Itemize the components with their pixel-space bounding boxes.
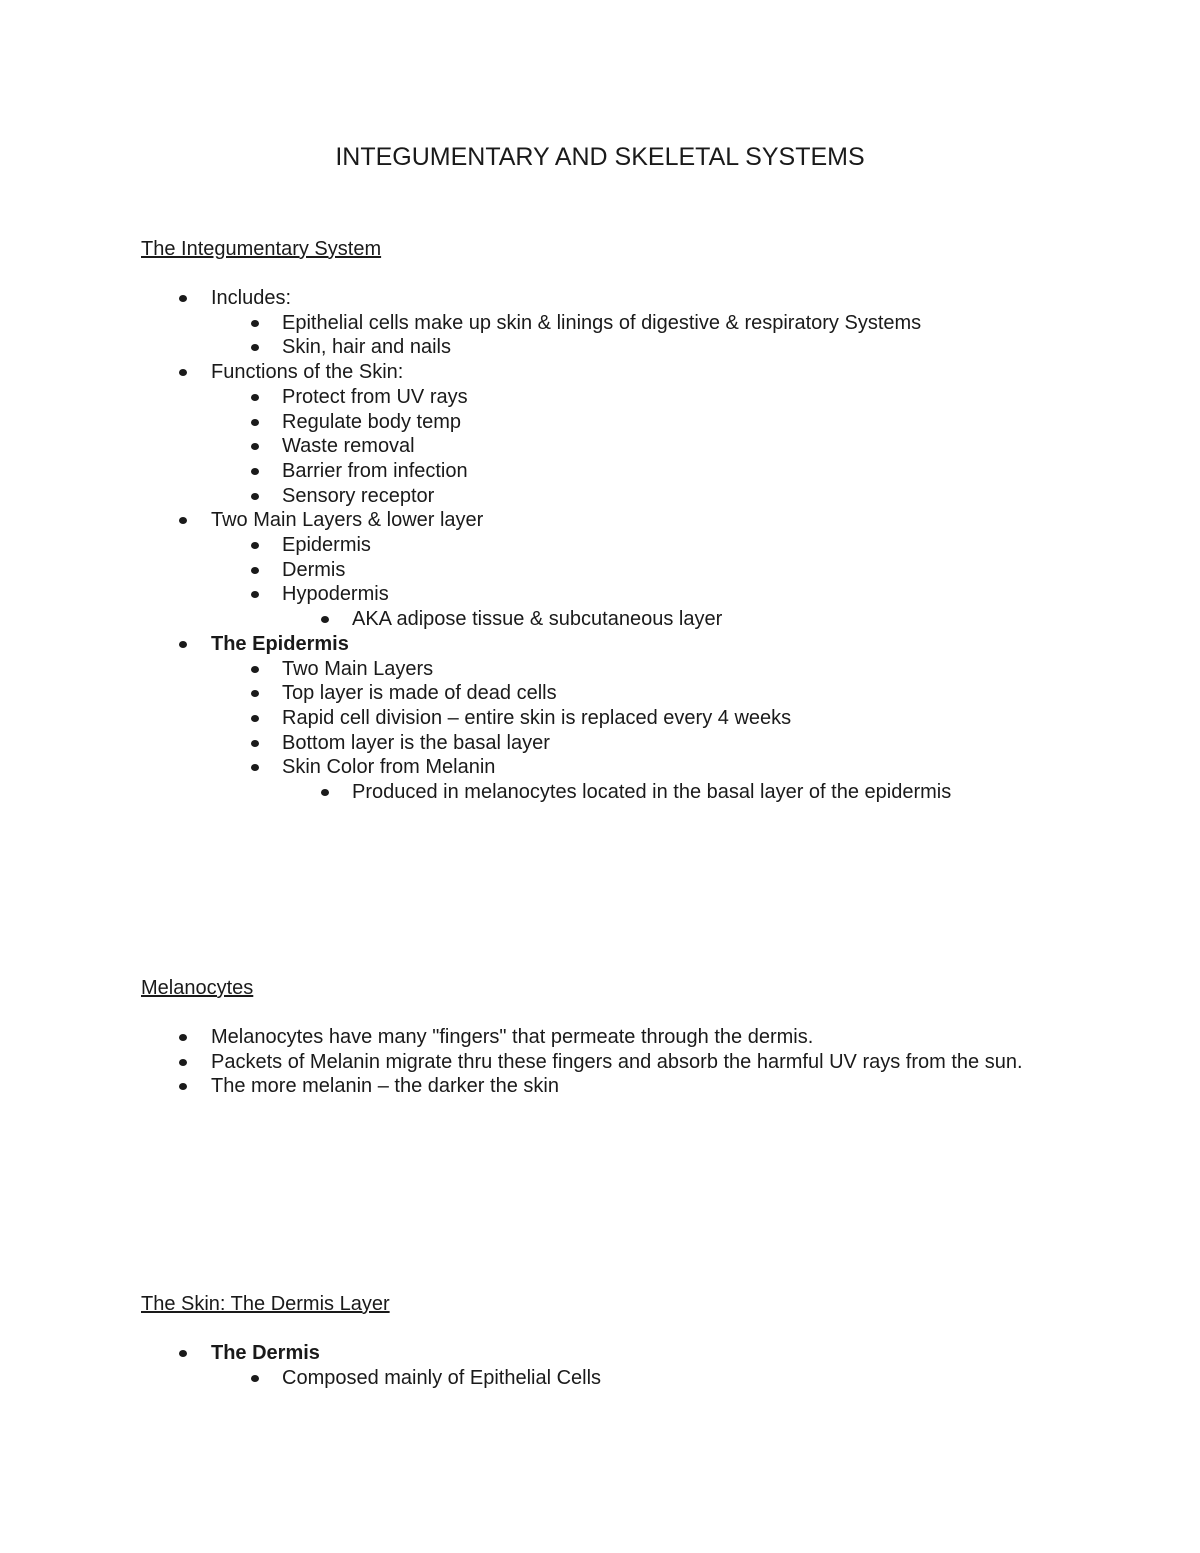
- bullet-icon: [251, 419, 259, 426]
- list-item-text: Melanocytes have many "fingers" that permeate through the dermis.: [211, 1026, 814, 1048]
- bullet-icon: [179, 1059, 187, 1066]
- list-item: [141, 706, 1061, 731]
- list-item: [141, 1366, 1061, 1391]
- bullet-icon: [179, 369, 187, 376]
- list-item: [141, 632, 1061, 657]
- list-item: [141, 360, 1061, 385]
- list-item: [141, 434, 1061, 459]
- section-heading: Melanocytes: [141, 977, 254, 999]
- document-title: INTEGUMENTARY AND SKELETAL SYSTEMS: [335, 143, 865, 171]
- list-item: [141, 1050, 1061, 1075]
- list-item: [141, 1025, 1061, 1050]
- list-item: [141, 681, 1061, 706]
- list-item-text: Composed mainly of Epithelial Cells: [282, 1366, 602, 1389]
- bullet-list: [141, 286, 1061, 805]
- list-item: [141, 1074, 1061, 1099]
- list-item-text: Waste removal: [282, 435, 415, 458]
- list-item: [141, 410, 1061, 435]
- section-heading: The Integumentary System: [141, 238, 382, 260]
- list-item-text: Sensory receptor: [282, 484, 435, 507]
- list-item-text: Two Main Layers & lower layer: [211, 509, 484, 532]
- bullet-icon: [251, 394, 259, 401]
- bullet-list: [141, 1025, 1061, 1099]
- list-item-text: Dermis: [282, 558, 346, 581]
- list-item-text: Epithelial cells make up skin & linings of digestive & respiratory Systems: [282, 311, 922, 334]
- bullet-icon: [251, 740, 259, 747]
- bullet-icon: [251, 666, 259, 673]
- bullet-icon: [251, 443, 259, 450]
- list-item: [141, 484, 1061, 509]
- bullet-icon: [251, 493, 259, 500]
- bullet-icon: [251, 591, 259, 598]
- list-item: [141, 657, 1061, 682]
- list-item: [141, 533, 1061, 558]
- list-item-text: AKA adipose tissue & subcutaneous layer: [352, 608, 723, 631]
- list-item-text: Functions of the Skin:: [211, 361, 404, 384]
- list-item-text: The more melanin – the darker the skin: [211, 1075, 559, 1098]
- list-item-text: The Dermis: [211, 1342, 320, 1364]
- list-item-text: Bottom layer is the basal layer: [282, 731, 550, 754]
- list-item: [141, 780, 1061, 805]
- section-dermis-layer: [141, 1292, 1061, 1390]
- bullet-list: [141, 1341, 1061, 1390]
- bullet-icon: [251, 764, 259, 771]
- list-item-text: Produced in melanocytes located in the basal layer of the epidermis: [352, 781, 952, 804]
- bullet-icon: [179, 295, 187, 302]
- bullet-icon: [179, 517, 187, 524]
- bullet-icon: [251, 468, 259, 475]
- bullet-icon: [251, 690, 259, 697]
- list-item: [141, 508, 1061, 533]
- list-item: [141, 607, 1061, 632]
- bullet-icon: [251, 320, 259, 327]
- section-integumentary-system: [141, 237, 1061, 805]
- bullet-icon: [179, 1083, 187, 1090]
- bullet-icon: [251, 715, 259, 722]
- list-item-text: Skin Color from Melanin: [282, 756, 496, 779]
- section-melanocytes: [141, 976, 1061, 1099]
- list-item-text: Packets of Melanin migrate thru these fingers and absorb the harmful UV rays from the sun.: [211, 1050, 1023, 1073]
- list-item: [141, 335, 1061, 360]
- bullet-icon: [251, 567, 259, 574]
- list-item-text: The Epidermis: [211, 632, 349, 655]
- list-item: [141, 459, 1061, 484]
- list-item-text: Top layer is made of dead cells: [282, 682, 557, 705]
- bullet-icon: [321, 616, 329, 623]
- list-item: [141, 311, 1061, 336]
- list-item: [141, 731, 1061, 756]
- bullet-icon: [179, 641, 187, 648]
- list-item: [141, 1341, 1061, 1366]
- list-item: [141, 755, 1061, 780]
- list-item: [141, 286, 1061, 311]
- list-item: [141, 385, 1061, 410]
- bullet-icon: [251, 542, 259, 549]
- list-item-text: Includes:: [211, 287, 292, 309]
- list-item-text: Barrier from infection: [282, 459, 468, 482]
- list-item-text: Skin, hair and nails: [282, 336, 451, 359]
- list-item: [141, 558, 1061, 583]
- list-item-text: Protect from UV rays: [282, 385, 468, 408]
- bullet-icon: [179, 1034, 187, 1041]
- bullet-icon: [179, 1350, 187, 1357]
- list-item-text: Epidermis: [282, 534, 371, 557]
- bullet-icon: [251, 1375, 259, 1382]
- list-item: [141, 582, 1061, 607]
- bullet-icon: [321, 789, 329, 796]
- list-item-text: Hypodermis: [282, 583, 389, 606]
- bullet-icon: [251, 344, 259, 351]
- list-item-text: Regulate body temp: [282, 410, 462, 433]
- section-heading: The Skin: The Dermis Layer: [141, 1293, 390, 1315]
- list-item-text: Rapid cell division – entire skin is replaced every 4 weeks: [282, 706, 792, 729]
- list-item-text: Two Main Layers: [282, 657, 434, 680]
